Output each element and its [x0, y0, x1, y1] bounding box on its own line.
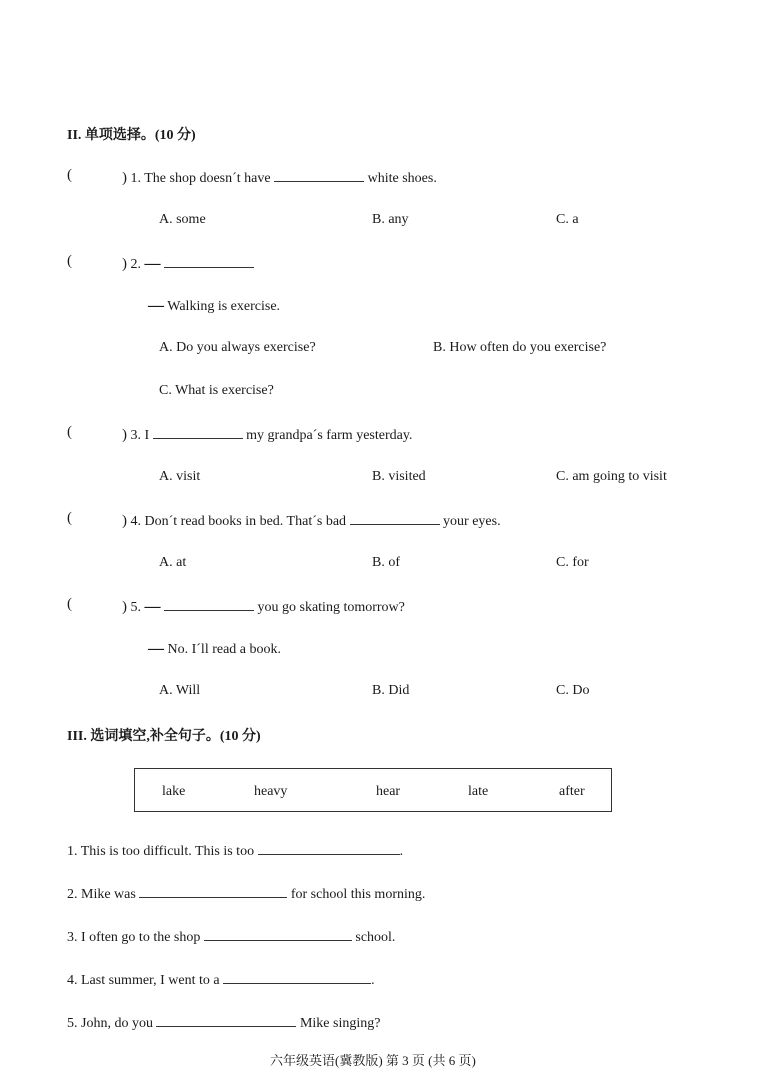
question-text-after: you go skating tomorrow?: [257, 600, 405, 615]
option-1a: A. some: [159, 212, 206, 227]
fill-sentence-1: [67, 842, 403, 860]
fill-blank[interactable]: [223, 971, 371, 984]
word-bank-item: heavy: [254, 784, 288, 799]
answer-paren-close: ): [122, 256, 127, 272]
sentence-text-before: 2. Mike was: [67, 887, 136, 902]
fill-sentence-4: [67, 971, 375, 989]
word-bank-box: [134, 768, 612, 812]
answer-paren-close: ): [122, 599, 127, 615]
option-1b: B. any: [372, 212, 409, 227]
dialogue-dash: —: [144, 255, 161, 272]
question-2: [122, 255, 254, 273]
question-text-after: my grandpa´s farm yesterday.: [246, 428, 413, 443]
question-text-after: white shoes.: [367, 171, 437, 186]
answer-paren-close: ): [122, 170, 127, 186]
question-3: [122, 426, 412, 444]
option-3c: C. am going to visit: [556, 469, 667, 484]
question-text-after: your eyes.: [443, 514, 501, 529]
fill-blank[interactable]: [139, 885, 287, 898]
question-5-reply: [148, 640, 281, 658]
word-bank-item: after: [559, 784, 585, 799]
question-number: 1.: [130, 171, 141, 186]
dialogue-dash: —: [148, 640, 164, 657]
option-2b: B. How often do you exercise?: [433, 340, 607, 355]
option-5b: B. Did: [372, 683, 410, 698]
answer-paren-open-1: (: [67, 167, 72, 183]
word-bank-item: lake: [162, 784, 186, 799]
sentence-text-before: 4. Last summer, I went to a: [67, 973, 220, 988]
option-2a: A. Do you always exercise?: [159, 340, 316, 355]
option-4a: A. at: [159, 555, 187, 570]
sentence-text-before: 3. I often go to the shop: [67, 930, 201, 945]
option-3a: A. visit: [159, 469, 201, 484]
option-1c: C. a: [556, 212, 579, 227]
option-5c: C. Do: [556, 683, 590, 698]
question-text-before: Don´t read books in bed. That´s bad: [144, 514, 347, 529]
option-5a: A. Will: [159, 683, 201, 698]
answer-paren-open-3: (: [67, 424, 72, 440]
answer-blank[interactable]: [153, 426, 243, 439]
sentence-text-after: Mike singing?: [299, 1016, 381, 1031]
question-text-before: The shop doesn´t have: [144, 171, 271, 186]
option-2c: C. What is exercise?: [159, 383, 274, 398]
option-4c: C. for: [556, 555, 589, 570]
answer-paren-close: ): [122, 513, 127, 529]
fill-blank[interactable]: [156, 1014, 296, 1027]
dialogue-dash: —: [144, 598, 161, 615]
sentence-text-before: 1. This is too difficult. This is too: [67, 844, 255, 859]
page-footer: 六年级英语(冀教版) 第 3 页 (共 6 页): [270, 1053, 476, 1068]
fill-sentence-5: [67, 1014, 380, 1032]
option-3b: B. visited: [372, 469, 426, 484]
sentence-text-after: for school this morning.: [290, 887, 426, 902]
fill-sentence-3: [67, 928, 395, 946]
fill-blank[interactable]: [204, 928, 352, 941]
section-2-title: II. 单项选择。(10 分): [67, 128, 196, 143]
question-number: 2.: [130, 257, 141, 272]
question-number: 3.: [130, 428, 141, 443]
question-2-reply: [148, 297, 280, 315]
sentence-text-after: .: [399, 844, 404, 859]
answer-blank[interactable]: [274, 169, 364, 182]
fill-blank[interactable]: [258, 842, 400, 855]
sentence-text-after: school.: [355, 930, 396, 945]
question-4: [122, 512, 501, 530]
reply-text: No. I´ll read a book.: [167, 642, 282, 657]
answer-paren-open-4: (: [67, 510, 72, 526]
reply-text: Walking is exercise.: [167, 299, 281, 314]
sentence-text-after: .: [371, 973, 375, 988]
dialogue-dash: —: [148, 297, 164, 314]
answer-blank[interactable]: [164, 598, 254, 611]
question-1: [122, 169, 437, 187]
answer-paren-open-2: (: [67, 253, 72, 269]
question-number: 4.: [130, 514, 141, 529]
word-bank-item: late: [468, 784, 489, 799]
answer-paren-open-5: (: [67, 596, 72, 612]
question-number: 5.: [130, 600, 141, 615]
word-bank-item: hear: [376, 784, 401, 799]
answer-blank[interactable]: [350, 512, 440, 525]
option-4b: B. of: [372, 555, 400, 570]
question-5: [122, 598, 405, 616]
section-3-title: III. 选词填空,补全句子。(10 分): [67, 729, 261, 744]
answer-paren-close: ): [122, 427, 127, 443]
question-text-before: I: [144, 428, 150, 443]
answer-blank[interactable]: [164, 255, 254, 268]
fill-sentence-2: [67, 885, 425, 903]
sentence-text-before: 5. John, do you: [67, 1016, 153, 1031]
